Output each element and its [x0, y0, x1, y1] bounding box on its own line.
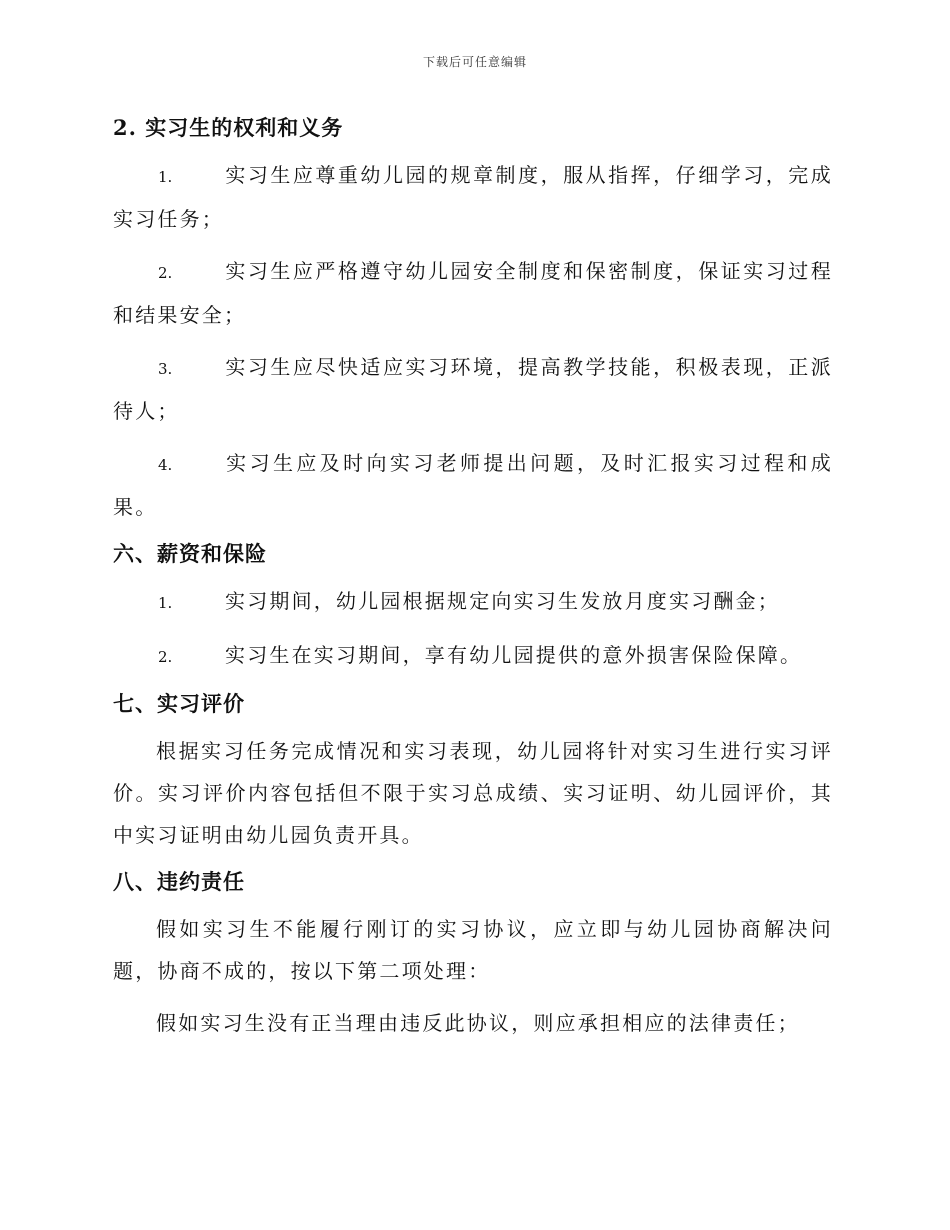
list-item-number: 2.: [158, 264, 173, 282]
list-item-text: 实习生应尽快适应实习环境，提高教学技能，积极表现，正派待人；: [113, 355, 833, 423]
list-item-text: 实习生应严格遵守幼儿园安全制度和保密制度，保证实习过程和结果安全；: [113, 259, 833, 327]
list-item: [113, 580, 833, 624]
section-heading-evaluation: 七、实习评价: [113, 691, 245, 716]
section-heading-breach: 八、违约责任: [113, 869, 245, 894]
list-item-text: 实习生应尊重幼儿园的规章制度，服从指挥，仔细学习，完成实习任务；: [113, 163, 833, 231]
list-item-text: 实习生应及时向实习老师提出问题，及时汇报实习过程和成果。: [113, 451, 833, 519]
list-item: [113, 634, 833, 678]
list-item-number: 2.: [158, 648, 173, 666]
document-body: [113, 112, 833, 1044]
list-item-number: 3.: [158, 360, 173, 378]
list-item-number: 1.: [158, 168, 173, 186]
section-heading-rights-duties: 2. 实习生的权利和义务: [113, 115, 344, 140]
list-item-number: 4.: [158, 456, 173, 474]
list-item: [113, 346, 833, 432]
list-item: [113, 442, 833, 528]
evaluation-paragraph: 根据实习任务完成情况和实习表现，幼儿园将针对实习生进行实习评价。实习评价内容包括但不限于实习总成绩、实习证明、幼儿园评价，其中实习证明由幼儿园负责开具。: [113, 739, 833, 847]
list-item-text: 实习生在实习期间，享有幼儿园提供的意外损害保险保障。: [225, 643, 803, 667]
breach-paragraph: 假如实习生没有正当理由违反此协议，则应承担相应的法律责任；: [156, 1011, 800, 1035]
page-header-note: 下载后可任意编辑: [422, 55, 527, 69]
list-item: [113, 154, 833, 240]
breach-paragraph: 假如实习生不能履行刚订的实习协议，应立即与幼儿园协商解决问题，协商不成的，按以下第二项处理：: [113, 917, 833, 983]
section-heading-salary-insurance: 六、薪资和保险: [113, 541, 267, 566]
list-item: [113, 250, 833, 336]
list-item-number: 1.: [158, 594, 173, 612]
list-item-text: 实习期间，幼儿园根据规定向实习生发放月度实习酬金；: [225, 589, 780, 613]
